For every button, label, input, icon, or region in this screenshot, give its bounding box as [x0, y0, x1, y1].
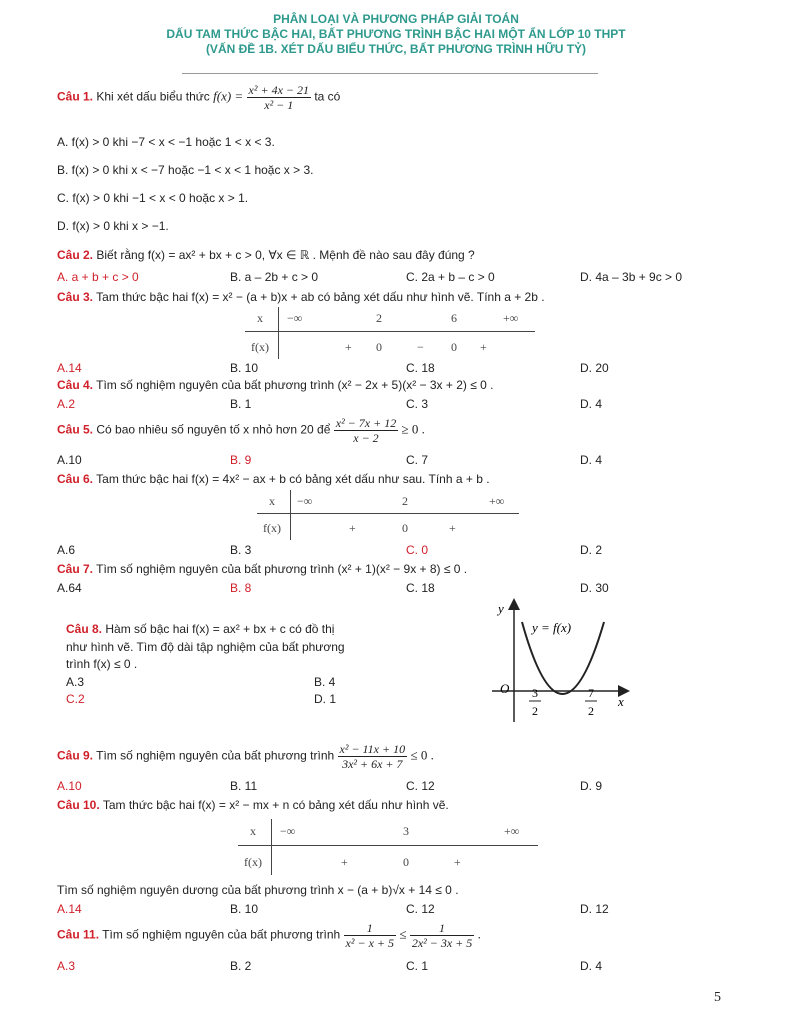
graph-origin-label: O [500, 681, 510, 696]
question-11-relation: ≤ [399, 926, 407, 942]
question-6-sign-table [257, 490, 519, 540]
question-9-fraction [338, 742, 408, 771]
question-2 [57, 248, 475, 262]
table-value: −∞ [297, 494, 313, 508]
question-8-option-a[interactable]: A.3 [66, 675, 85, 689]
question-1-label: Câu 1. [57, 89, 94, 104]
question-11-denominator-right: 2x² − 3x + 5 [411, 936, 473, 950]
question-11-numerator-right: 1 [410, 921, 474, 936]
question-5-label: Câu 5. [57, 422, 94, 437]
question-3-option-a[interactable]: A.14 [57, 361, 82, 375]
question-11 [57, 921, 481, 950]
question-1-option-b[interactable]: B. f(x) > 0 khi x < −7 hoặc −1 < x < 1 hoặc x > 3. [57, 163, 314, 177]
question-6-label: Câu 6. [57, 472, 94, 486]
question-8-label: Câu 8. [66, 622, 103, 636]
table-value: +∞ [489, 494, 505, 508]
question-10-text-2: Tìm số nghiệm nguyên dương của bất phương trình x − (a + b)√x + 14 ≤ 0 . [57, 883, 459, 897]
question-11-option-b[interactable]: B. 2 [230, 959, 252, 973]
question-5-numerator: x² − 7x + 12 [335, 416, 397, 430]
table-value: +∞ [503, 311, 519, 325]
table-divider-vertical [290, 490, 291, 540]
question-9-numerator: x² − 11x + 10 [339, 742, 406, 756]
graph-root-1-numerator: 3 [532, 686, 538, 700]
table-sign: + [341, 855, 348, 869]
table-fx-label: f(x) [263, 521, 281, 535]
question-5 [57, 416, 425, 445]
question-11-text: Tìm số nghiệm nguyên của bất phương trình [102, 927, 341, 942]
question-2-option-a[interactable]: A. a + b + c > 0 [57, 270, 139, 284]
question-6-text: Tam thức bậc hai f(x) = 4x² − ax + b có bảng xét dấu như sau. Tính a + b . [96, 472, 490, 486]
question-3-option-b[interactable]: B. 10 [230, 361, 259, 375]
question-11-option-d[interactable]: D. 4 [580, 959, 603, 973]
question-10-option-b[interactable]: B. 10 [230, 902, 259, 916]
question-7-option-c[interactable]: C. 18 [406, 581, 435, 595]
question-4-option-a[interactable]: A.2 [57, 397, 76, 411]
question-10 [57, 798, 449, 812]
question-2-option-d[interactable]: D. 4a – 3b + 9c > 0 [580, 270, 683, 284]
question-10-text: Tam thức bậc hai f(x) = x² − mx + n có bảng xét dấu như hình vẽ. [102, 798, 449, 812]
table-divider-vertical [271, 819, 272, 875]
question-5-option-b[interactable]: B. 9 [230, 453, 252, 467]
question-1-tail: ta có [314, 89, 341, 104]
question-1-option-c[interactable]: C. f(x) > 0 khi −1 < x < 0 hoặc x > 1. [57, 191, 249, 205]
question-5-option-d[interactable]: D. 4 [580, 453, 603, 467]
question-4-option-c[interactable]: C. 3 [406, 397, 429, 411]
table-sign: − [417, 340, 424, 354]
table-sign: 0 [403, 855, 409, 869]
question-9-option-c[interactable]: C. 12 [406, 779, 435, 793]
question-6-option-a[interactable]: A.6 [57, 543, 76, 557]
question-1-option-d[interactable]: D. f(x) > 0 khi x > −1. [57, 219, 169, 233]
table-value: 2 [402, 494, 408, 508]
question-3-option-d[interactable]: D. 20 [580, 361, 609, 375]
table-fx-label: f(x) [244, 855, 262, 869]
question-11-tail: . [477, 926, 481, 942]
table-sign: + [345, 340, 352, 354]
table-value: −∞ [280, 824, 296, 838]
question-8 [66, 622, 334, 636]
table-divider-horizontal [245, 331, 535, 332]
question-7-option-d[interactable]: D. 30 [580, 581, 609, 595]
question-8-parabola-graph [484, 598, 634, 726]
question-9-text: Tìm số nghiệm nguyên của bất phương trình [96, 748, 335, 763]
question-3-text: Tam thức bậc hai f(x) = x² − (a + b)x + ab có bảng xét dấu như hình vẽ. Tính a + 2b . [96, 290, 545, 304]
question-5-denominator: x − 2 [353, 431, 379, 445]
graph-x-label: x [618, 694, 624, 709]
question-6 [57, 472, 490, 486]
question-8-option-d[interactable]: D. 1 [314, 692, 337, 706]
table-divider-horizontal [238, 845, 538, 846]
question-6-option-b[interactable]: B. 3 [230, 543, 252, 557]
question-4 [57, 378, 493, 392]
question-6-option-d[interactable]: D. 2 [580, 543, 603, 557]
table-value: 2 [376, 311, 382, 325]
question-9-label: Câu 9. [57, 748, 94, 763]
question-1 [57, 83, 340, 112]
question-11-label: Câu 11. [57, 927, 100, 942]
question-10-sign-table [238, 819, 538, 875]
question-5-option-a[interactable]: A.10 [57, 453, 82, 467]
question-10-label: Câu 10. [57, 798, 100, 812]
question-1-numerator: x² + 4x − 21 [248, 83, 309, 97]
question-7-label: Câu 7. [57, 562, 94, 576]
question-11-option-a[interactable]: A.3 [57, 959, 76, 973]
table-value: +∞ [504, 824, 520, 838]
question-3-label: Câu 3. [57, 290, 94, 304]
table-x-label: x [269, 494, 275, 508]
question-11-fraction-right [410, 921, 474, 950]
question-8-line-3: trình f(x) ≤ 0 . [66, 657, 138, 671]
question-1-fx: f(x) = [213, 88, 244, 104]
graph-y-label: y [498, 601, 504, 616]
question-9-option-b[interactable]: B. 11 [230, 779, 258, 793]
question-9-option-a[interactable]: A.10 [57, 779, 82, 793]
table-divider-vertical [278, 307, 279, 359]
question-11-numerator-left: 1 [344, 921, 396, 936]
question-1-denominator: x² − 1 [264, 98, 294, 112]
question-5-tail: ≥ 0 . [401, 421, 425, 437]
question-11-denominator-left: x² − x + 5 [345, 936, 394, 950]
question-7-text: Tìm số nghiệm nguyên của bất phương trình (x² + 1)(x² − 9x + 8) ≤ 0 . [96, 562, 468, 576]
question-3 [57, 290, 545, 304]
table-value: 3 [403, 824, 409, 838]
graph-curve-label: y = f(x) [532, 620, 572, 635]
graph-root-2-numerator: 7 [588, 686, 594, 700]
table-sign: 0 [451, 340, 457, 354]
question-3-option-c[interactable]: C. 18 [406, 361, 435, 375]
question-8-option-c[interactable]: C.2 [66, 692, 85, 706]
table-sign: + [349, 521, 356, 535]
table-value: 6 [451, 311, 457, 325]
question-10-option-d[interactable]: D. 12 [580, 902, 609, 916]
question-5-text: Có bao nhiêu số nguyên tố x nhỏ hơn 20 để [96, 422, 331, 437]
question-8-option-b[interactable]: B. 4 [314, 675, 336, 689]
question-9-option-d[interactable]: D. 9 [580, 779, 603, 793]
question-10-option-c[interactable]: C. 12 [406, 902, 435, 916]
question-11-fraction-left [344, 921, 396, 950]
question-9-tail: ≤ 0 . [410, 747, 434, 763]
question-2-option-b[interactable]: B. a – 2b + c > 0 [230, 270, 319, 284]
header-line-1: PHÂN LOẠI VÀ PHƯƠNG PHÁP GIẢI TOÁN [273, 12, 519, 26]
question-3-sign-table [245, 307, 535, 359]
question-9 [57, 742, 434, 771]
header-divider [182, 73, 598, 74]
graph-root-2-denominator: 2 [588, 704, 594, 718]
question-7 [57, 562, 467, 576]
table-x-label: x [257, 311, 263, 325]
question-5-fraction [334, 416, 398, 445]
question-1-option-a[interactable]: A. f(x) > 0 khi −7 < x < −1 hoặc 1 < x < 3. [57, 135, 275, 149]
table-value: −∞ [287, 311, 303, 325]
question-5-option-c[interactable]: C. 7 [406, 453, 429, 467]
header-line-2: DẤU TAM THỨC BẬC HAI, BẤT PHƯƠNG TRÌNH BẬC HAI MỘT ẨN LỚP 10 THPT [166, 27, 626, 41]
table-sign: 0 [402, 521, 408, 535]
question-4-option-d[interactable]: D. 4 [580, 397, 603, 411]
question-4-label: Câu 4. [57, 378, 94, 392]
question-10-option-a[interactable]: A.14 [57, 902, 82, 916]
question-11-option-c[interactable]: C. 1 [406, 959, 429, 973]
question-8-line-1: Hàm số bậc hai f(x) = ax² + bx + c có đồ thị [105, 622, 335, 636]
question-4-option-b[interactable]: B. 1 [230, 397, 252, 411]
question-6-option-c[interactable]: C. 0 [406, 543, 429, 557]
header-line-3: (VẤN ĐỀ 1B. XÉT DẤU BIỂU THỨC, BẤT PHƯƠNG TRÌNH HỮU TỶ) [205, 42, 587, 56]
table-divider-horizontal [257, 513, 519, 514]
question-1-fraction [247, 83, 311, 112]
question-9-denominator: 3x² + 6x + 7 [342, 757, 403, 771]
table-fx-label: f(x) [251, 340, 269, 354]
question-2-text: Biết rằng f(x) = ax² + bx + c > 0, ∀x ∈ ℝ . Mệnh đề nào sau đây đúng ? [96, 248, 475, 262]
question-7-option-a[interactable]: A.64 [57, 581, 82, 595]
question-2-label: Câu 2. [57, 248, 94, 262]
question-2-option-c[interactable]: C. 2a + b – c > 0 [406, 270, 495, 284]
table-sign: + [454, 855, 461, 869]
table-x-label: x [250, 824, 256, 838]
table-sign: + [449, 521, 456, 535]
question-4-text: Tìm số nghiệm nguyên của bất phương trình (x² − 2x + 5)(x² − 3x + 2) ≤ 0 . [96, 378, 494, 392]
page-number: 5 [714, 990, 721, 1005]
question-1-text: Khi xét dấu biểu thức [96, 89, 210, 104]
graph-root-1-denominator: 2 [532, 704, 538, 718]
question-7-option-b[interactable]: B. 8 [230, 581, 252, 595]
question-8-line-2: như hình vẽ. Tìm độ dài tập nghiệm của bất phương [66, 640, 345, 654]
table-sign: + [480, 340, 487, 354]
table-sign: 0 [376, 340, 382, 354]
